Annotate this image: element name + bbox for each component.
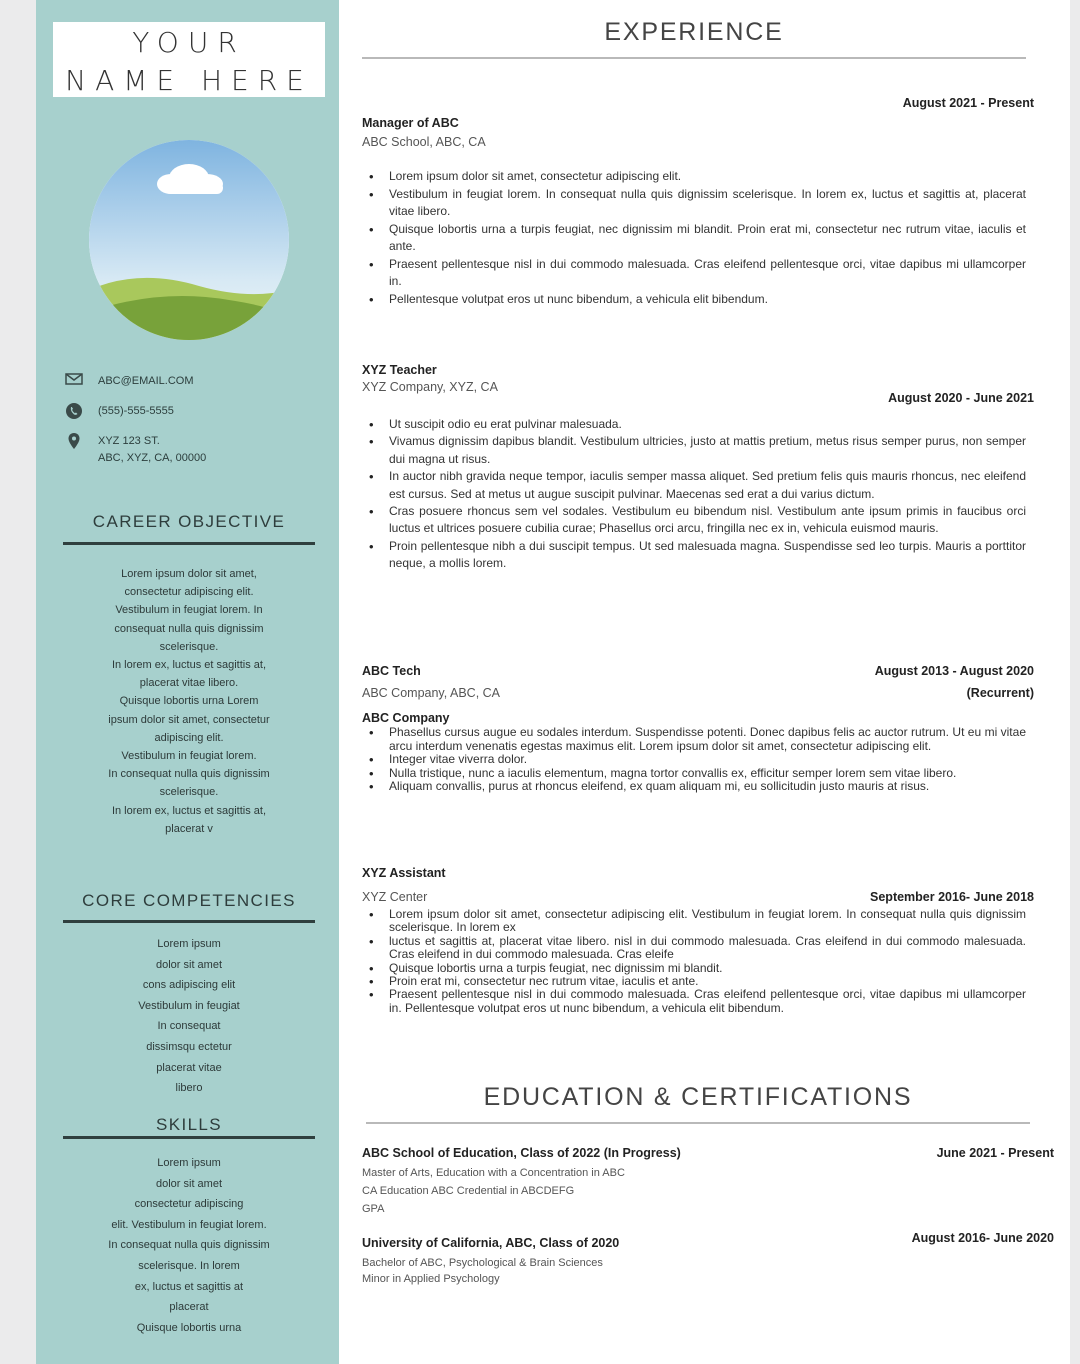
job-org: ABC Company, ABC, CA [362,686,501,700]
name-line-1: YOUR [132,26,246,59]
detail-line: Minor in Applied Psychology [362,1273,500,1285]
sidebar [36,0,339,1364]
job-org: ABC School, ABC, CA [362,135,486,149]
list-item: • luctus et sagittis at, placerat vitae libero. nisl in dui commodo malesuada. Cras eleifend in dui commodo malesuada. Cras eleifend in dui commodo malesuada. Cras eleife [364,935,1026,962]
experience-rule [362,57,1026,59]
list-item: • Vestibulum in feugiat lorem. In consequat nulla quis dignissim scelerisque. In lorem ex, luctus et sagittis at, placerat vitae libero. [364,186,1026,221]
core-competencies-text [71,934,307,1099]
skills-rule [63,1136,315,1139]
list-item: • Lorem ipsum dolor sit amet, consectetur adipiscing elit. Vestibulum in feugiat lorem. In consequat nulla quis dignissim scelerisque. In lorem ex [364,908,1026,935]
location-pin-icon [64,432,84,448]
education-date: August 2016- June 2020 [911,1231,1054,1245]
experience-heading: EXPERIENCE [604,18,784,46]
education-details [362,1255,862,1287]
job-title: Manager of ABC [362,116,459,130]
detail-line: Master of Arts, Education with a Concentration in ABC [362,1167,625,1179]
skills-text [71,1153,307,1338]
text-line: Vestibulum in feugiat [138,999,240,1012]
text-line: adipiscing elit. [154,731,224,744]
skills-heading: SKILLS [155,1115,223,1134]
text-line: scelerisque. In lorem [138,1259,240,1272]
text-line: consectetur adipiscing elit. [124,586,254,599]
list-item: • In auctor nibh gravida neque tempor, iaculis semper massa aliquet. Sed pretium felis quis mauris rhoncus, nec eleifend est cursus. Sed at metus ut augue suscipit pulvinar. Maecenas sed erat a dui varius dictum. [364,468,1026,503]
career-objective-rule [63,542,315,545]
education-title: University of California, ABC, Class of 2020 [362,1236,620,1250]
text-line: cons adipiscing elit [142,979,236,992]
name-line-2: NAME HERE [65,64,313,97]
envelope-icon [64,372,84,388]
list-item: • Praesent pellentesque nisl in dui commodo malesuada. Cras eleifend pellentesque orci, vitae dapibus mi ullamcorper in. Pellentesque volutpat eros ut nunc bibendum, a vehicula elit bibendum. [364,988,1026,1015]
contact-list [64,370,324,474]
list-item: • Integer vitae viverra dolor. [364,753,1026,767]
text-line: In lorem ex, luctus et sagittis at, [111,659,267,672]
list-item: • Cras posuere rhoncus sem vel sodales. Vestibulum eu bibendum nisl. Vestibulum ante ipsum primis in faucibus orci luctus et ultrices posuere cubilia curae; Phasellus orci arcu, fringilla nec ex in, vehicula euismod mauris. [364,503,1026,538]
text-line: placerat [169,1301,209,1314]
text-line: consequat nulla quis dignissim [114,622,264,635]
list-item: • Vivamus dignissim dapibus blandit. Vestibulum ultricies, justo at mattis pretium, metus risus semper purus, non semper dui magna ut risus. [364,433,1026,468]
list-item: • Praesent pellentesque nisl in dui commodo malesuada. Cras eleifend pellentesque orci, vitae dapibus mi ullamcorper in. [364,256,1026,291]
list-item: • Proin erat mi, consectetur nec rutrum vitae, iaculis et ante. [364,975,1026,988]
text-line: dolor sit amet [155,958,223,971]
job-title: XYZ Assistant [362,866,446,880]
phone-icon [64,402,84,418]
list-item: • Quisque lobortis urna a turpis feugiat, nec dignissim mi blandit. [364,962,1026,975]
job-date: August 2021 - Present [902,96,1034,110]
list-item: • Pellentesque volutpat eros ut nunc bibendum, a vehicula elit bibendum. [364,291,1026,309]
detail-line: CA Education ABC Credential in ABCDEFG [362,1185,575,1197]
text-line: Lorem ipsum dolor sit amet, [121,568,257,580]
text-line: libero [175,1082,203,1095]
core-competencies-rule [63,920,315,923]
job-date-note: (Recurrent) [966,686,1034,700]
phone-text: (555)-555-5555 [98,405,174,417]
list-item: • Aliquam convallis, purus at rhoncus eleifend, ex quam aliquam mi, eu sollicitudin justo mauris at risus. [364,780,1026,794]
text-line: Vestibulum in feugiat lorem. In [115,604,263,617]
text-line: Vestibulum in feugiat lorem. [121,750,257,763]
text-line: dissimsqu ectetur [146,1040,232,1053]
career-objective-heading: CAREER OBJECTIVE [92,512,286,531]
job-org: XYZ Center [362,890,428,904]
address-line-1: XYZ 123 ST. [98,435,160,447]
education-title: ABC School of Education, Class of 2022 (In Progress) [362,1146,681,1160]
resume-page [36,0,1070,1364]
name-box [53,22,325,97]
job-bullets [364,726,1026,794]
job-date: September 2016- June 2018 [870,890,1034,904]
detail-line: GPA [362,1203,385,1215]
email-text: ABC@EMAIL.COM [98,375,194,387]
contact-email [64,370,324,400]
text-line: scelerisque. [159,786,219,799]
text-line: ipsum dolor sit amet, consectetur [108,713,270,726]
job-date: August 2013 - August 2020 [874,664,1034,678]
text-line: placerat vitae libero. [139,677,239,690]
text-line: placerat v [165,822,213,835]
job-bullets [364,168,1026,308]
address-text [98,433,206,467]
list-item: • Quisque lobortis urna a turpis feugiat, nec dignissim mi blandit. Proin erat mi, consectetur nec rutrum vitae, iaculis et ante. [364,221,1026,256]
text-line: In lorem ex, luctus et sagittis at, [111,804,267,817]
education-date: June 2021 - Present [936,1146,1054,1160]
list-item: • Proin pellentesque nibh a dui suscipit tempus. Ut sed malesuada magna. Suspendisse sed leo turpis. Mauris a porttitor neque, a mollis lorem. [364,538,1026,573]
text-line: dolor sit amet [155,1177,223,1190]
list-item: • Lorem ipsum dolor sit amet, consectetur adipiscing elit. [364,168,1026,186]
address-line-2: ABC, XYZ, CA, 00000 [98,452,207,464]
job-bullets [364,908,1026,1015]
text-line: Quisque lobortis urna [136,1321,242,1334]
career-objective-text [71,565,307,838]
text-line: Lorem ipsum [157,938,221,950]
text-line: scelerisque. [159,640,219,653]
text-line: In consequat [157,1020,221,1033]
list-item: • Ut suscipit odio eu erat pulvinar malesuada. [364,416,1026,433]
text-line: Lorem ipsum [157,1157,221,1169]
job-date: August 2020 - June 2021 [888,391,1034,405]
contact-address [64,430,324,474]
education-details [362,1164,862,1218]
detail-line: Bachelor of ABC, Psychological & Brain Sciences [362,1257,603,1269]
text-line: placerat vitae [156,1061,222,1074]
education-rule [366,1122,1030,1124]
landscape-image [89,140,289,340]
job-bullets [364,416,1026,573]
profile-photo-placeholder [89,140,289,340]
job-subheading: ABC Company [362,711,450,725]
list-item: • Phasellus cursus augue eu sodales interdum. Suspendisse potenti. Donec dapibus felis ac auctor rutrum. Ut eu mi vitae arcu interdum venenatis egestas maximus elit. Lorem ipsum dolor sit amet, consectetur adipiscing elit. [364,726,1026,753]
education-heading: EDUCATION & CERTIFICATIONS [483,1083,913,1111]
text-line: elit. Vestibulum in feugiat lorem. [111,1218,267,1231]
text-line: ex, luctus et sagittis at [134,1280,244,1293]
text-line: In consequat nulla quis dignissim [108,768,270,781]
text-line: In consequat nulla quis dignissim [108,1239,270,1252]
list-item: • Nulla tristique, nunc a iaculis elementum, magna tortor convallis ex, efficitur semper lorem sem vitae libero. [364,767,1026,781]
job-title: ABC Tech [362,664,421,678]
text-line: Quisque lobortis urna Lorem [119,695,259,708]
text-line: consectetur adipiscing [134,1198,244,1211]
contact-phone [64,400,324,430]
job-org: XYZ Company, XYZ, CA [362,380,498,394]
core-competencies-heading: CORE COMPETENCIES [82,891,296,910]
job-title: XYZ Teacher [362,363,437,377]
